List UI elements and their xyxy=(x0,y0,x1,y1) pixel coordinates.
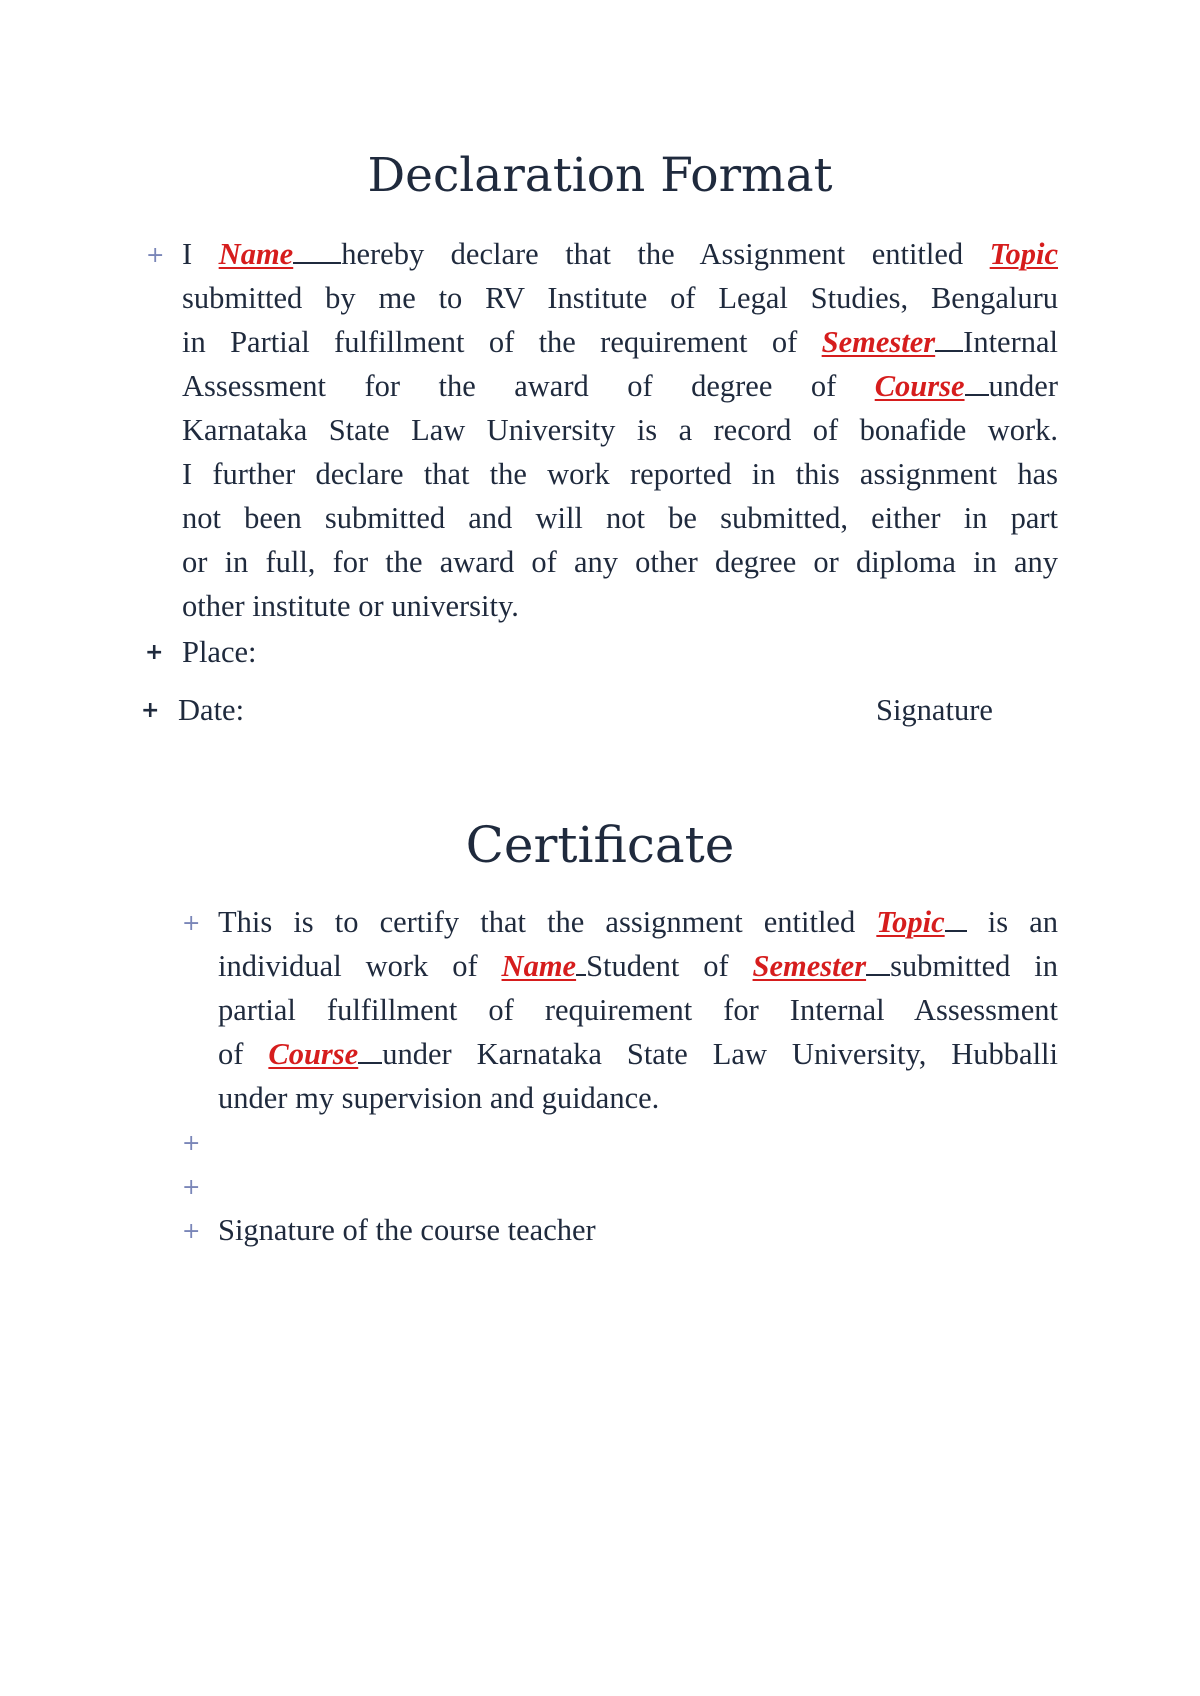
name-placeholder: Name xyxy=(218,237,294,271)
cert-semester-blank xyxy=(866,950,890,976)
declaration-line-4-text: Assessment for the award of degree of xyxy=(182,369,837,403)
declaration-title: Declaration Format xyxy=(367,148,833,203)
cert-topic-placeholder: Topic xyxy=(876,905,945,939)
certificate-line-1-text: This is to certify that the assignment entitled xyxy=(218,905,856,939)
declaration-line-8: or in full, for the award of any other degree or diploma in any xyxy=(182,545,1058,579)
certificate-line-2 xyxy=(218,944,1058,988)
date-label: Date: xyxy=(178,693,245,727)
cert-name-placeholder: Name xyxy=(501,949,577,983)
declaration-line-2: submitted by me to RV Institute of Legal Studies, Bengaluru xyxy=(182,281,1058,315)
certificate-title: Certificate xyxy=(465,816,735,874)
course-blank xyxy=(965,370,989,396)
name-blank xyxy=(293,238,341,264)
declaration-line-7: not been submitted and will not be submitted, either in part xyxy=(182,501,1058,535)
cert-course-placeholder: Course xyxy=(268,1037,359,1071)
empty-bullet-2: + xyxy=(182,1175,201,1200)
certificate-bullet: + xyxy=(182,911,201,936)
certificate-line-5: under my supervision and guidance. xyxy=(218,1081,660,1115)
certificate-line-3: partial fulfillment of requirement for Internal Assessment xyxy=(218,993,1058,1027)
teacher-signature-line: Signature of the course teacher xyxy=(218,1213,596,1247)
semester-placeholder: Semester xyxy=(821,325,936,359)
declaration-line-1 xyxy=(182,232,1058,276)
declaration-line-3 xyxy=(182,320,1058,364)
certificate-line-4 xyxy=(218,1032,1058,1076)
declaration-line-6: I further declare that the work reported in this assignment has xyxy=(182,457,1058,491)
cert-semester-placeholder: Semester xyxy=(752,949,867,983)
teacher-signature-bullet: + xyxy=(182,1219,201,1244)
empty-bullet-1: + xyxy=(182,1131,201,1156)
place-label: Place: xyxy=(182,635,257,669)
place-bullet: + xyxy=(145,640,164,665)
semester-blank xyxy=(935,326,963,352)
certificate-line-1 xyxy=(218,900,1058,944)
certificate-line-2-start: individual work of xyxy=(218,949,478,983)
certificate-line-2-mid: Student of xyxy=(586,949,729,983)
certificate-line-2-end: submitted in xyxy=(890,949,1059,983)
declaration-intro: I xyxy=(182,237,193,271)
certificate-line-1-end: is an xyxy=(987,905,1058,939)
signature-label: Signature xyxy=(876,693,993,727)
declaration-line-4 xyxy=(182,364,1058,408)
certificate-line-4-start: of xyxy=(218,1037,244,1071)
cert-topic-blank xyxy=(945,906,967,932)
date-bullet: + xyxy=(141,698,160,723)
cert-course-blank xyxy=(358,1038,382,1064)
cert-name-blank xyxy=(576,950,586,976)
declaration-bullet: + xyxy=(146,243,165,268)
declaration-text-1: hereby declare that the Assignment entitled xyxy=(341,237,964,271)
certificate-line-4-end: under Karnataka State Law University, Hubballi xyxy=(382,1037,1059,1071)
declaration-line-3-end: Internal xyxy=(963,325,1059,359)
topic-placeholder: Topic xyxy=(989,237,1059,271)
declaration-line-5: Karnataka State Law University is a record of bonafide work. xyxy=(182,413,1058,447)
course-placeholder: Course xyxy=(874,369,965,403)
declaration-line-4-end: under xyxy=(988,369,1058,403)
certificate-paragraph xyxy=(218,900,1058,1120)
declaration-paragraph xyxy=(182,232,1058,628)
declaration-line-3-text: in Partial fulfillment of the requirement of xyxy=(182,325,798,359)
declaration-line-9: other institute or university. xyxy=(182,589,519,623)
